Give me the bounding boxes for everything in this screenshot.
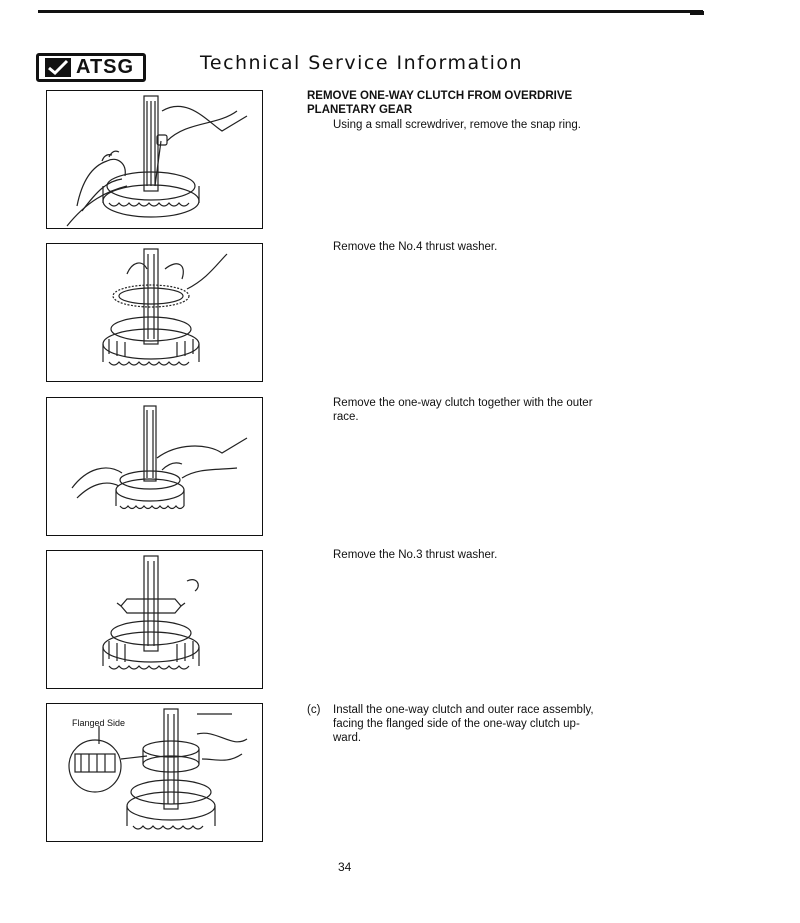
top-rule	[38, 10, 703, 13]
heading-line: REMOVE ONE-WAY CLUTCH FROM OVERDRIVE	[307, 90, 573, 102]
step-text: Using a small screwdriver, remove the snap ring.	[333, 119, 581, 131]
figure-one-way-clutch	[46, 397, 263, 536]
step-text: Remove the No.4 thrust washer.	[333, 241, 498, 253]
step-label: (c)	[307, 704, 321, 716]
top-rule-end	[690, 11, 704, 15]
step-text-line: Remove the one-way clutch together with the outer	[333, 397, 593, 409]
step-text: Remove the No.3 thrust washer.	[333, 549, 498, 561]
section-heading	[307, 89, 627, 117]
figure-thrust-washer-3	[46, 550, 263, 689]
page-number: 34	[338, 860, 352, 874]
heading-line: PLANETARY GEAR	[307, 104, 413, 116]
check-mark-icon	[45, 58, 71, 77]
install-line: Install the one-way clutch and outer race assembly,	[333, 704, 594, 716]
figure-snap-ring	[46, 90, 263, 229]
install-line: facing the flanged side of the one-way clutch up-	[333, 718, 580, 730]
atsg-logo	[36, 53, 146, 82]
install-line: ward.	[333, 732, 362, 744]
install-step-text	[333, 703, 594, 745]
step-text-line: race.	[333, 411, 359, 423]
figure-callout-label: Flanged Side	[72, 718, 126, 728]
step-text	[333, 396, 593, 424]
install-step	[307, 703, 612, 745]
logo-text: ATSG	[76, 56, 135, 78]
page-title: Technical Service Information	[200, 52, 524, 74]
figure-thrust-washer-4	[46, 243, 263, 382]
